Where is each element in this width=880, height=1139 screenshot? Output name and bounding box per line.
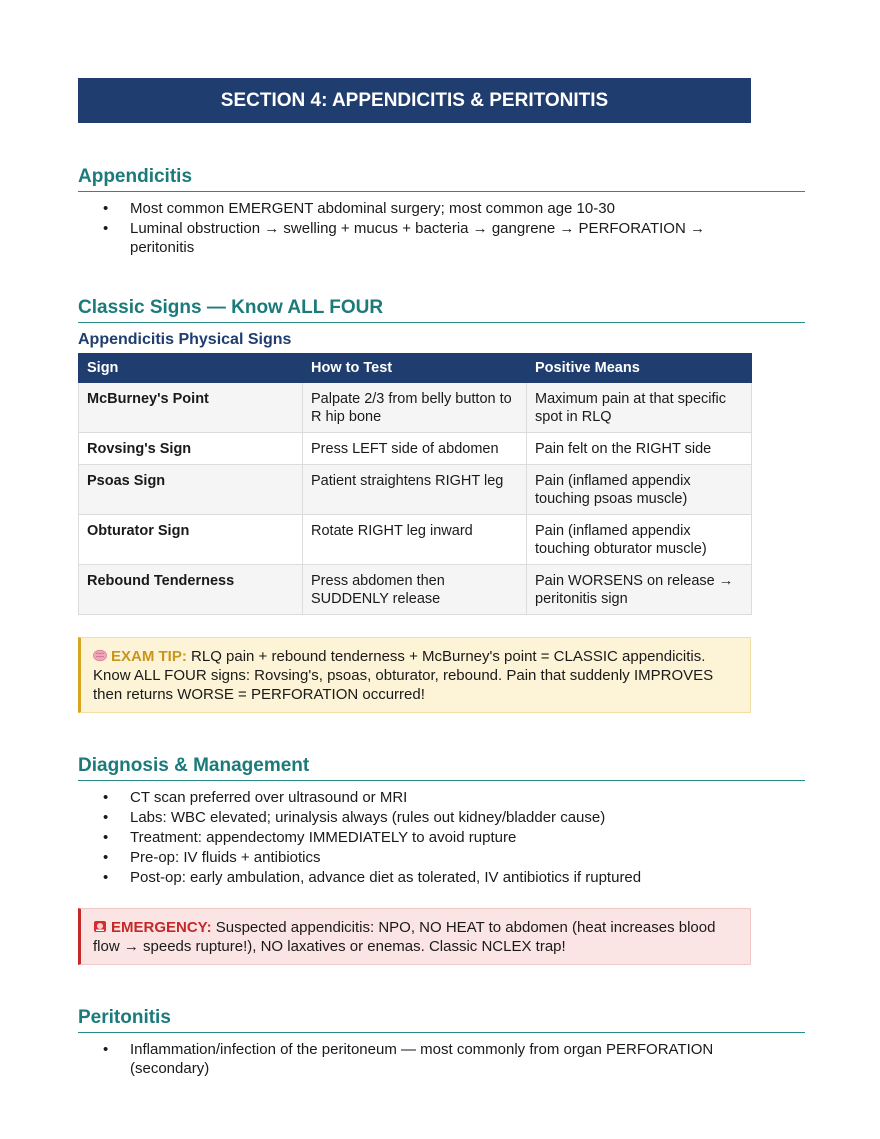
heading-diagnosis-management: Diagnosis & Management: [78, 755, 805, 781]
emergency-label: EMERGENCY:: [111, 919, 212, 936]
exam-tip-callout: [78, 637, 751, 713]
table-row: [79, 383, 752, 433]
exam-tip-text: RLQ pain + rebound tenderness + McBurney's point = CLASSIC appendicitis. Know ALL FOUR signs: Rovsing's, psoas, obturator, rebound. Pain that suddenly IMPROVES then returns WORSE = PERFORATION occurred!: [93, 648, 714, 703]
cell-positive-means: Pain (inflamed appendix touching obturator muscle): [527, 515, 752, 565]
heading-appendicitis: Appendicitis: [78, 166, 805, 192]
list-item: • Inflammation/infection of the peritoneum — most commonly from organ PERFORATION (secondary): [78, 1040, 758, 1078]
list-item: • Luminal obstruction → swelling + mucus + bacteria → gangrene → PERFORATION → peritonitis: [78, 219, 758, 257]
list-item: • Post-op: early ambulation, advance diet as tolerated, IV antibiotics if ruptured: [78, 868, 758, 887]
cell-how-to-test: Patient straightens RIGHT leg: [303, 465, 527, 515]
alarm-icon: [93, 919, 107, 933]
cell-positive-means: Pain felt on the RIGHT side: [527, 433, 752, 465]
heading-peritonitis: Peritonitis: [78, 1007, 805, 1033]
table-title: Appendicitis Physical Signs: [78, 331, 292, 348]
column-header-sign: Sign: [79, 354, 303, 383]
list-item: • Pre-op: IV fluids + antibiotics: [78, 848, 758, 867]
emergency-text: Suspected appendicitis: NPO, NO HEAT to abdomen (heat increases blood flow → speeds rupture!), NO laxatives or enemas. Classic NCLEX trap!: [93, 919, 716, 955]
signs-table: [78, 353, 752, 615]
cell-positive-means: Pain WORSENS on release → peritonitis sign: [527, 565, 752, 615]
column-header-positive-means: Positive Means: [527, 354, 752, 383]
diagnosis-list: [78, 788, 805, 887]
brain-icon: [93, 648, 107, 662]
cell-sign: Obturator Sign: [79, 515, 303, 565]
appendicitis-list: [78, 199, 805, 257]
table-row: [79, 433, 752, 465]
table-row: [79, 465, 752, 515]
column-header-how-to-test: How to Test: [303, 354, 527, 383]
list-item: • Most common EMERGENT abdominal surgery; most common age 10-30: [78, 199, 758, 218]
cell-sign: Rebound Tenderness: [79, 565, 303, 615]
table-row: [79, 565, 752, 615]
document-page: [78, 78, 805, 1079]
heading-classic-signs: Classic Signs — Know ALL FOUR: [78, 297, 805, 323]
exam-tip-label: EXAM TIP:: [111, 648, 187, 665]
cell-sign: Rovsing's Sign: [79, 433, 303, 465]
cell-how-to-test: Palpate 2/3 from belly button to R hip bone: [303, 383, 527, 433]
cell-how-to-test: Press LEFT side of abdomen: [303, 433, 527, 465]
cell-how-to-test: Press abdomen then SUDDENLY release: [303, 565, 527, 615]
section-banner: [78, 78, 751, 123]
cell-sign: McBurney's Point: [79, 383, 303, 433]
table-row: [79, 515, 752, 565]
list-item: • Treatment: appendectomy IMMEDIATELY to avoid rupture: [78, 828, 758, 847]
section-title: SECTION 4: APPENDICITIS & PERITONITIS: [220, 89, 609, 111]
list-item: • CT scan preferred over ultrasound or MRI: [78, 788, 758, 807]
cell-how-to-test: Rotate RIGHT leg inward: [303, 515, 527, 565]
table-header-row: [79, 354, 752, 383]
emergency-callout: [78, 908, 751, 965]
peritonitis-list: [78, 1040, 805, 1078]
list-item: • Labs: WBC elevated; urinalysis always (rules out kidney/bladder cause): [78, 808, 758, 827]
cell-positive-means: Maximum pain at that specific spot in RLQ: [527, 383, 752, 433]
cell-positive-means: Pain (inflamed appendix touching psoas muscle): [527, 465, 752, 515]
cell-sign: Psoas Sign: [79, 465, 303, 515]
